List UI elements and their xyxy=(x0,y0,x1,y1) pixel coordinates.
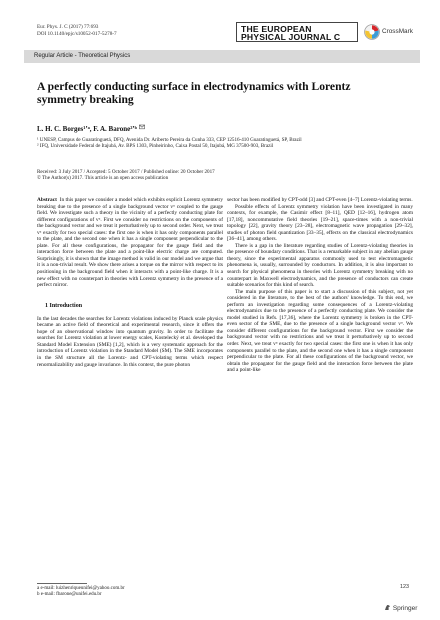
article-title: A perfectly conducting surface in electrodynamics with Lorentz symmetry breaking xyxy=(37,80,351,106)
abstract-label: Abstract xyxy=(37,197,57,203)
left-column xyxy=(37,197,223,368)
publication-dates xyxy=(37,169,417,182)
right-paragraph-2: Possible effects of Lorentz symmetry violation have been investigated in many contexts, for example, the Casimir effect [8–11], QED [12–16], hydrogen atom [17,18], noncommutative field theories [19–21], space-times with a non-trivial topology [22], gravity theory [23–28], electromagnetic wave propagation [29–32], studies of photon field quantization [33–35], effects on the classical electrodynamics [36–41], among others. xyxy=(227,203,413,243)
affiliations xyxy=(37,137,417,150)
footnote-email-a[interactable]: a e-mail: luizhenriqueunifei@yahoo.com.br xyxy=(37,586,125,591)
doi[interactable]: DOI 10.1140/epjc/s10052-017-5278-7 xyxy=(37,30,117,37)
author-list: L. H. C. Borges¹ʼᵃ, F. A. Barone²ʼᵇ xyxy=(37,124,145,133)
right-paragraph-4: The main purpose of this paper is to start a discussion of this subject, not yet considered in the literature, to the best of the authors' knowledge. To this end, we perform an investigation regarding some consequences of a Lorentz-violating electrodynamics due to the presence of a perfectly conducting plate. We consider the model studied in Refs. [17,36], where the Lorentz symmetry is broken in the CPT-even sector of the SME, due to the presence of a single background vector vᵘ. We consider different configurations for the background vector. First we consider the background vector with no restrictions and we treat it perturbatively up to second order. Next, we treat vᵘ exactly for two special cases: the first one is when it has only components parallel to the plate, and the second one when it has a single component perpendicular to the plate. For all these configurations of the background vector, we obtain the propagator for the gauge field and the interaction force between the plate and a point-like xyxy=(227,288,413,374)
footnote-email-b[interactable]: b e-mail: fbarone@unifei.edu.br xyxy=(37,592,102,598)
intro-paragraph: In the last decades the searches for Lorentz violations induced by Planck scale physics became an active field of theoretical and experimental research, since it offers the hope of an observational window into quantum gravity. In order to facilitate the searches for Lorentz violation at lower energy scales, Kostelecký et al. developed the Standard Model Extension (SME) [1,2], which is a very systematic approach for the introduction of Lorentz violation in the Standard Model (SM). The SME incorporates in the SM structure all the Lorentz- and CPT-violating terms which respect renormalizability and gauge invariance. In this context, the pure photon xyxy=(37,315,223,368)
crossmark-icon xyxy=(364,24,380,40)
footnotes xyxy=(37,583,223,599)
right-paragraph-3: There is a gap in the literature regarding studies of Lorentz-violating theories in the presence of boundary conditions. That is a remarkable subject in any abelian gauge theory, since the experimental apparatus commonly used to test electromagnetic phenomena is, usually, surrounded by conductors. In addition, it is also important to search for physical phenomena in theories with Lorentz symmetry breaking with no counterpart in Maxwell electrodynamics, and the presence of conductors can create suitable scenarios for this kind of search. xyxy=(227,242,413,289)
article-type: Regular Article - Theoretical Physics xyxy=(34,53,131,59)
abstract-text: In this paper we consider a model which exhibits explicit Lorentz symmetry breaking due to the presence of a single background vector vᵘ coupled to the gauge field. We investigate such a theory in the vicinity of a perfectly conducting plate for different configurations of vᵘ. First we consider no restrictions on the components of the background vector and we treat it perturbatively up to second order. Next, we treat vᵘ exactly for two special cases: the first one is when it has only components parallel to the plate, and the second one when it has a single component perpendicular to the plate. For all these configurations, the propagator for the gauge field and the interaction force between the plate and a point-like electric charge are computed. Surprisingly, it is shown that the image method is valid in our model and we argue that it is a non-trivial result. We show there arises a torque on the mirror with respect to its positioning in the background field when it interacts with a point-like charge. It is a new effect with no counterpart in theories with Lorentz symmetry in the presence of a perfect mirror. xyxy=(37,197,224,289)
page-number: 123 xyxy=(400,584,409,590)
journal-logo: THE EUROPEAN PHYSICAL JOURNAL C xyxy=(236,22,358,42)
affiliation-1: ¹ UNESP, Campus de Guaratinguetá, DFQ, Avenida Dr. Ariberto Pereira da Cunha 333, CEP 12516-410 Guaratinguetá, SP, Brazil xyxy=(37,137,302,143)
copyright-notice: © The Author(s) 2017. This article is an open access publication xyxy=(37,175,169,182)
affiliation-2: ² IFQ, Universidade Federal de Itajubá, Av. BPS 1303, Pinheirinho, Caixa Postal 50, Itajubá, MG 37500-903, Brazil xyxy=(37,143,274,150)
abstract xyxy=(37,197,223,289)
section-heading-introduction: 1 Introduction xyxy=(45,302,83,309)
crossmark-label: CrossMark xyxy=(382,28,413,35)
article-type-band xyxy=(24,50,420,63)
publisher-logo xyxy=(384,604,417,612)
right-paragraph-1: sector has been modified by CPT-odd [3] and CPT-even [4–7] Lorentz-violating terms. xyxy=(227,197,413,203)
publisher-name: Springer xyxy=(392,605,418,612)
crossmark-badge[interactable] xyxy=(364,23,418,41)
history-dates: Received: 3 July 2017 / Accepted: 5 October 2017 / Published online: 20 October 2017 xyxy=(37,169,215,175)
springer-horse-icon xyxy=(384,604,391,611)
journal-citation: Eur. Phys. J. C (2017) 77:693 DOI 10.1140/epjc/s10052-017-5278-7 xyxy=(37,24,117,37)
email-icon[interactable] xyxy=(139,124,145,130)
right-column xyxy=(227,197,413,374)
